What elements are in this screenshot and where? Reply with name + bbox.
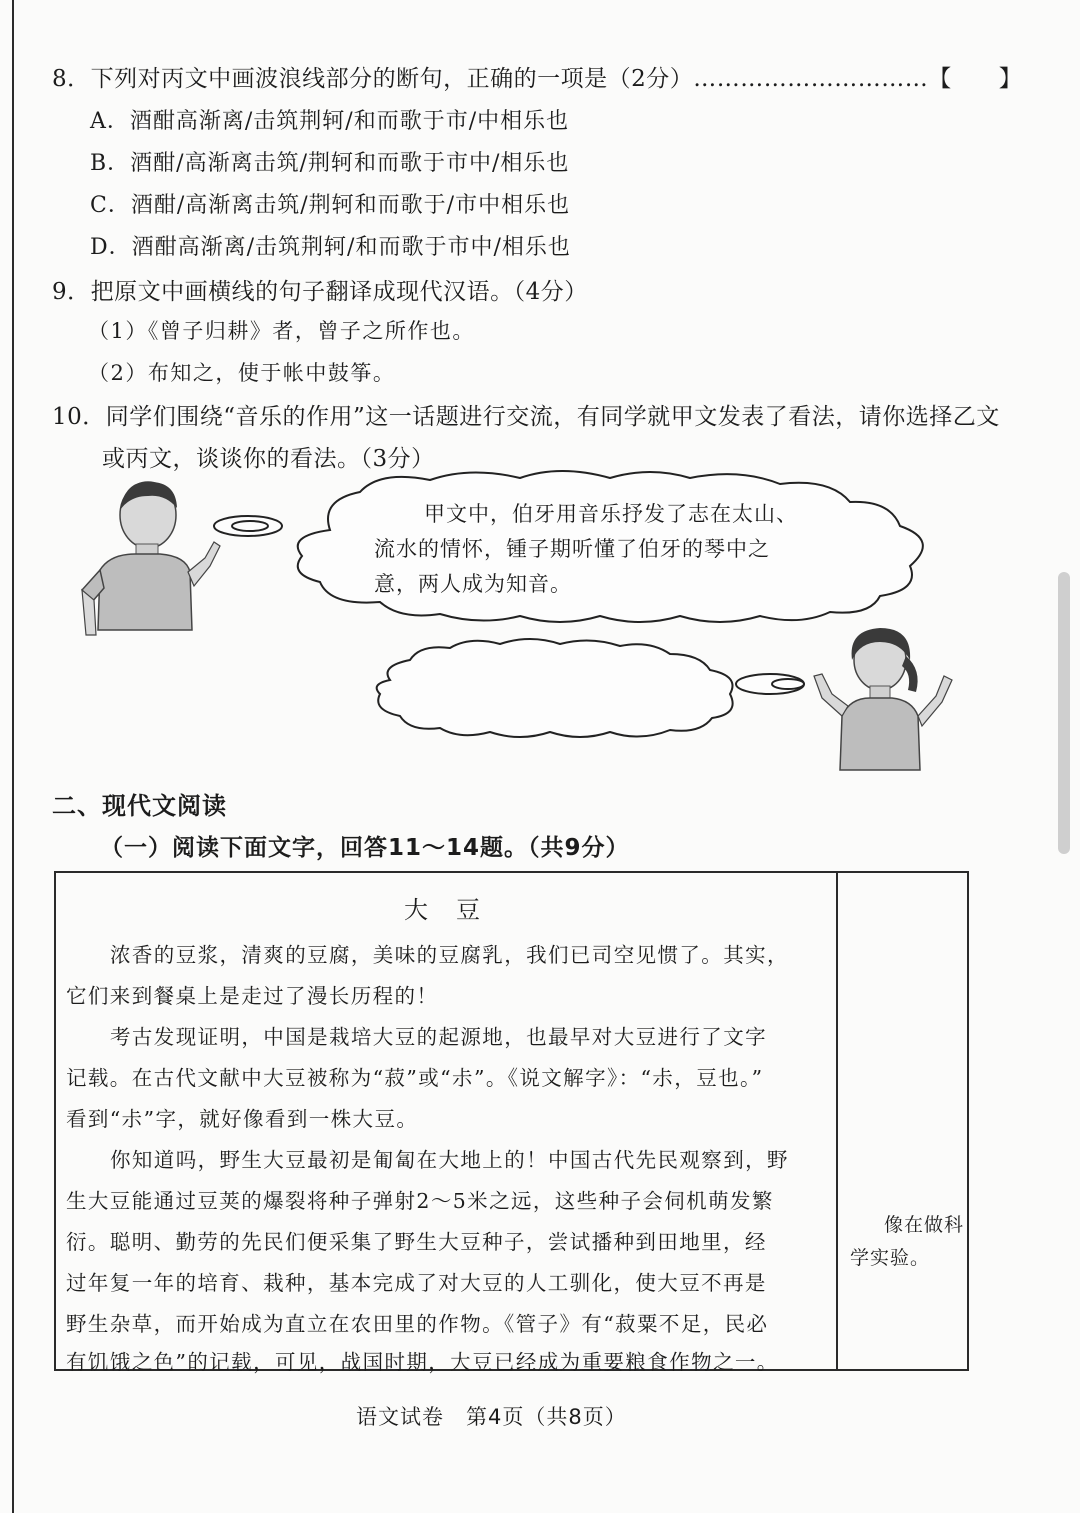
question-10-stem-line-2: 或丙文，谈谈你的看法。（3分） [102, 446, 435, 472]
passage-line: 你知道吗，野生大豆最初是匍匐在大地上的！中国古代先民观察到，野 [110, 1148, 789, 1172]
girl-figure-icon [814, 628, 952, 770]
passage-line: 有饥饿之色”的记载，可见，战国时期，大豆已经成为重要粮食作物之一。 [66, 1350, 779, 1374]
question-8-option-c: C．酒酣/高渐离击筑/荆轲和而歌于/市中相乐也 [90, 193, 571, 218]
question-9-stem: 9．把原文中画横线的句子翻译成现代汉语。（4分） [52, 279, 588, 305]
margin-note-line-2: 学实验。 [850, 1247, 931, 1269]
bubble-text-line-1: 甲文中，伯牙用音乐抒发了志在太山、 [424, 502, 798, 526]
section-heading: 二、现代文阅读 [52, 792, 227, 820]
passage-line: 生大豆能通过豆荚的爆裂将种子弹射2～5米之远，这些种子会伺机萌发繁 [66, 1189, 774, 1213]
question-10-stem-line-1: 10．同学们围绕“音乐的作用”这一话题进行交流，有同学就甲文发表了看法，请你选择乙文 [52, 404, 1000, 430]
bubble-text-line-2: 流水的情怀，锺子期听懂了伯牙的琴中之 [374, 537, 770, 561]
passage-line: 考古发现证明，中国是栽培大豆的起源地，也最早对大豆进行了文字 [110, 1025, 767, 1049]
question-9-item-1: （1）《曾子归耕》者，曾子之所作也。 [88, 319, 475, 343]
question-8-option-b: B．酒酣/高渐离击筑/荆轲和而歌于市中/相乐也 [90, 151, 570, 176]
margin-note-line-1: 像在做科 [884, 1214, 965, 1236]
boy-figure-icon [82, 482, 220, 635]
passage-line: 衍。聪明、勤劳的先民们便采集了野生大豆种子，尝试播种到田地里，经 [66, 1230, 767, 1254]
scrollbar-thumb[interactable] [1058, 572, 1070, 854]
passage-title: 大 豆 [404, 896, 482, 924]
question-9-item-2: （2）布知之，使于帐中鼓筝。 [88, 361, 396, 385]
annotation-column-divider [836, 871, 838, 1371]
question-8-stem: 8．下列对丙文中画波浪线部分的断句，正确的一项是（2分）…………………………【 】 [52, 66, 1023, 92]
passage-line: 野生杂草，而开始成为直立在农田里的作物。《管子》有“菽粟不足，民必 [66, 1312, 769, 1336]
passage-line: 浓香的豆浆，清爽的豆腐，美味的豆腐乳，我们已司空见惯了。其实， [110, 943, 789, 967]
passage-line: 记载。在古代文献中大豆被称为“菽”或“尗”。《说文解字》：“尗，豆也。” [66, 1066, 764, 1090]
section-subheading: （一）阅读下面文字，回答11～14题。（共9分） [100, 835, 630, 861]
page-footer: 语文试卷 第4页（共8页） [356, 1405, 627, 1429]
question-8-option-d: D．酒酣高渐离/击筑荆轲/和而歌于市中/相乐也 [90, 235, 571, 260]
bubble-text-line-3: 意，两人成为知音。 [374, 572, 572, 596]
passage-line: 过年复一年的培育、栽种，基本完成了对大豆的人工驯化，使大豆不再是 [66, 1271, 767, 1295]
girl-thought-bubble [377, 639, 804, 737]
question-8-option-a: A．酒酣高渐离/击筑荆轲/和而歌于市/中相乐也 [90, 109, 570, 134]
passage-line: 看到“尗”字，就好像看到一株大豆。 [66, 1107, 419, 1131]
passage-line: 它们来到餐桌上是走过了漫长历程的！ [66, 984, 439, 1008]
